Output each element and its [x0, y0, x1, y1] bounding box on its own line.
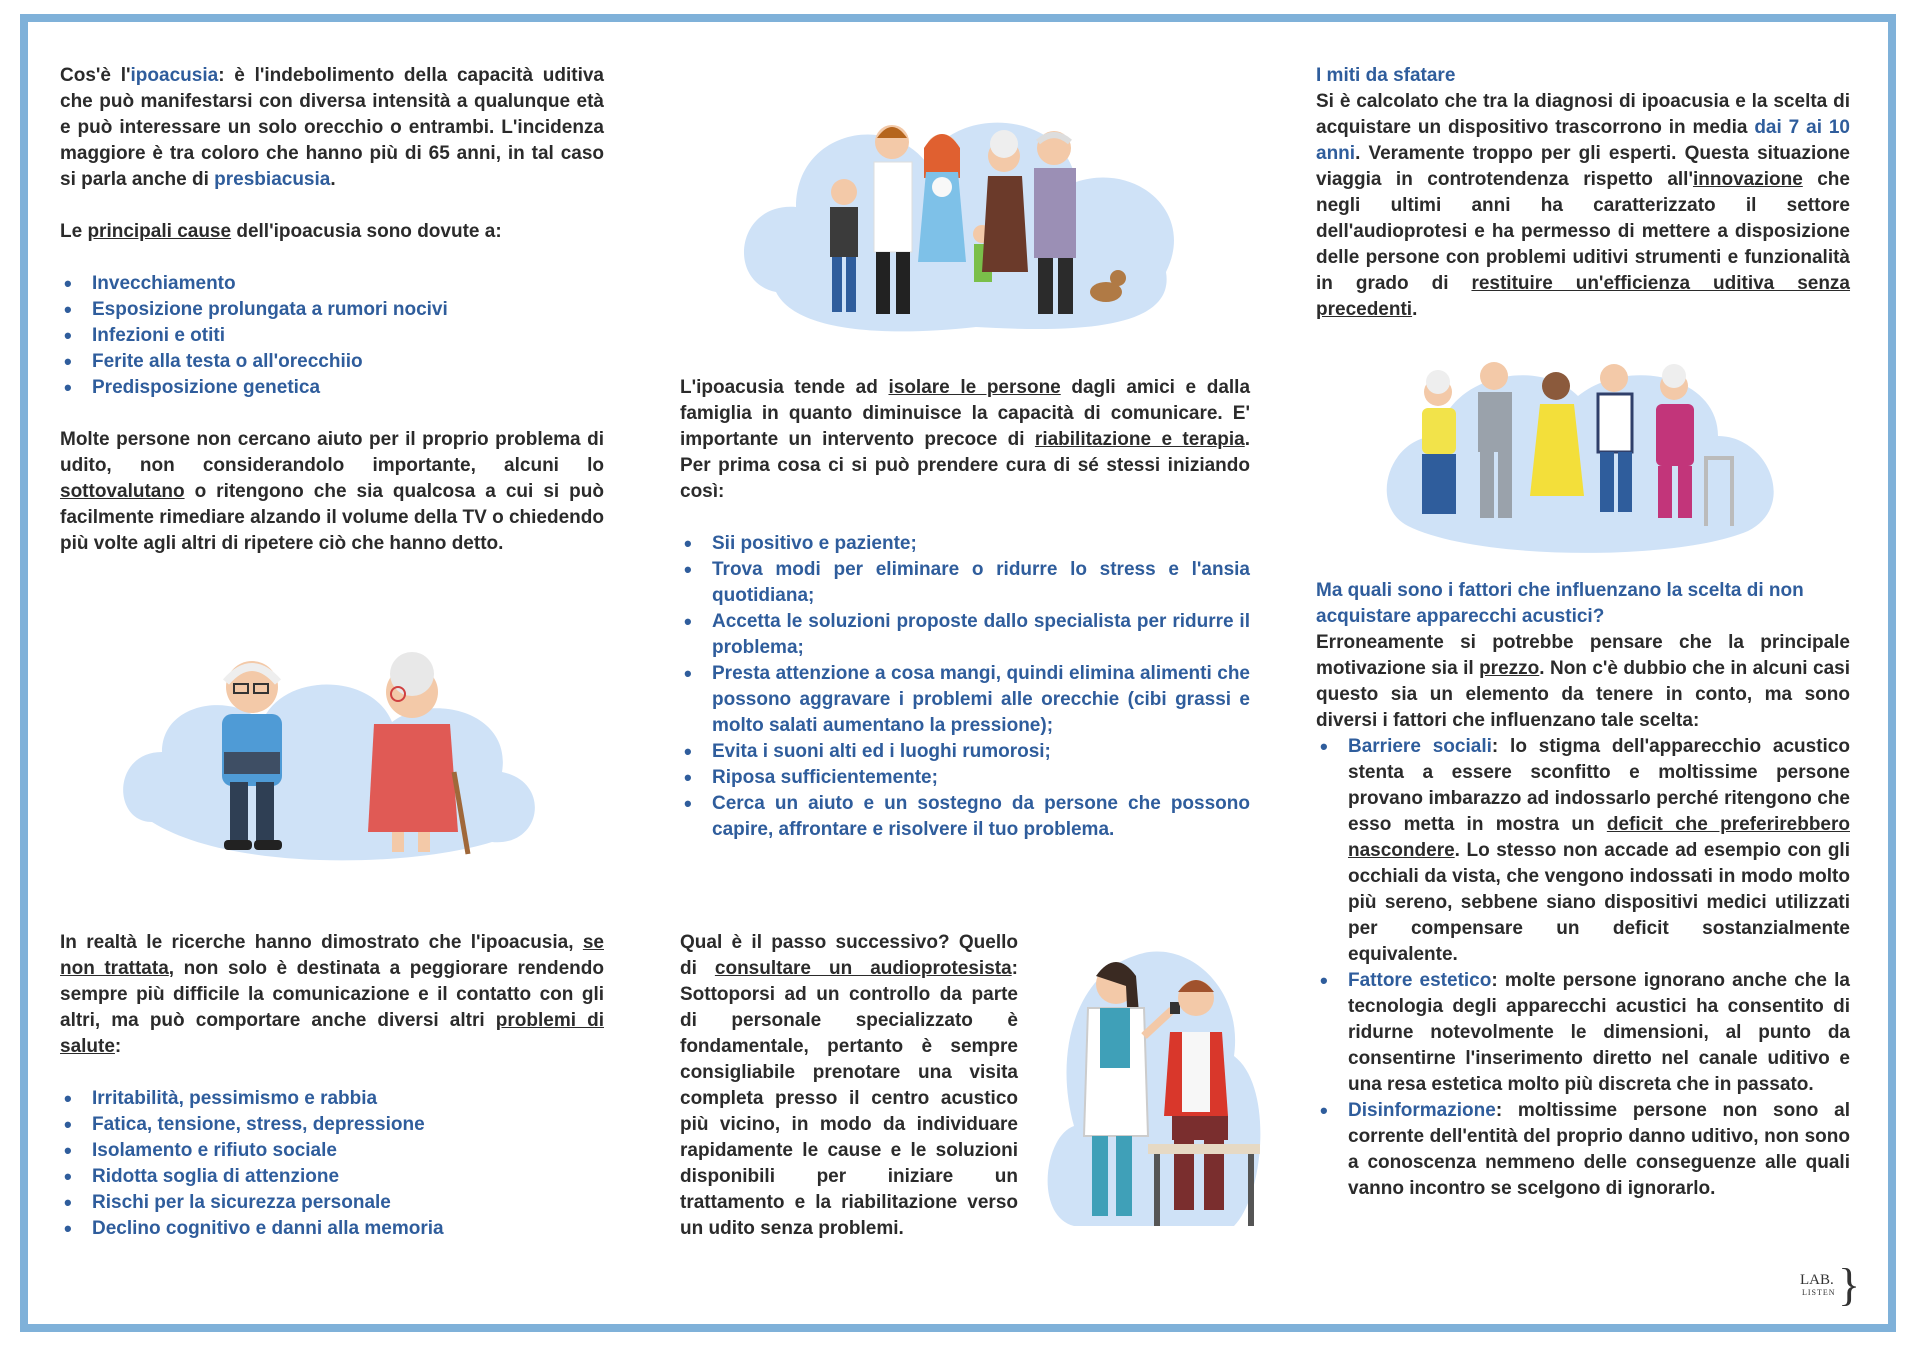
list-item: • Infezioni e otiti	[92, 323, 604, 349]
problems-list	[60, 1086, 604, 1242]
causes-lead: Le principali cause dell'ipoacusia sono dovute a:	[60, 221, 502, 242]
right-column-bottom	[1316, 578, 1850, 1202]
list-item: • Invecchiamento	[92, 271, 604, 297]
list-item: • Rischi per la sicurezza personale	[92, 1190, 604, 1216]
research-paragraph: In realtà le ricerche hanno dimostrato che l'ipoacusia, se non trattata, non solo è destinata a peggiorare rendendo sempre più difficile la comunicazione e il contatto con gli altri, ma può comportare anche diversi altri problemi di salute:	[60, 932, 604, 1057]
list-item: • Isolamento e rifiuto sociale	[92, 1138, 604, 1164]
causes-list	[60, 271, 604, 401]
isolate-paragraph: L'ipoacusia tende ad isolare le persone dagli amici e dalla famiglia in quanto diminuisce la capacità di comunicare. E' importante un intervento precoce di riabilitazione e terapia. Per prima cosa ci si può prendere cura di sé stessi iniziando così:	[680, 377, 1251, 502]
left-column-bottom	[60, 930, 604, 1242]
dancing-elders-illustration	[1378, 346, 1788, 566]
list-item: • Accetta le soluzioni proposte dallo specialista per ridurre il problema;	[712, 609, 1250, 661]
list-item: • Disinformazione: moltissime persone non sono al corrente dell'entità del proprio danno uditivo, non sono a conoscenza nemmeno delle conseguenze alle quali vanno incontro se scelgono di ignorarlo.	[1348, 1098, 1850, 1202]
factors-list	[1316, 734, 1850, 1202]
list-item: • Esposizione prolungata a rumori nocivi	[92, 297, 604, 323]
list-item: • Presta attenzione a cosa mangi, quindi elimina alimenti che possono aggravare i problemi alle orecchie (cibi grassi e molto salati aumentano la pressione);	[712, 661, 1250, 739]
intro-paragraph: Cos'è l'ipoacusia: è l'indebolimento della capacità uditiva che può manifestarsi con diversa intensità a qualunque età e può interessare un solo orecchio o entrambi. L'incidenza maggiore è tra coloro che hanno più di 65 anni, in tal caso si parla anche di presbiacusia.	[60, 65, 604, 190]
myths-title: I miti da sfatare	[1316, 65, 1456, 86]
list-item: • Predisposizione genetica	[92, 375, 604, 401]
list-item: • Sii positivo e paziente;	[712, 531, 1250, 557]
list-item: • Ferite alla testa o all'orecchiio	[92, 349, 604, 375]
next-step-paragraph: Qual è il passo successivo? Quello di consultare un audioprotesista: Sottoporsi ad un controllo da parte di personale specializzato è fondamentale, pertanto è sempre consigliabile prenotare una visita completa presso il centro acustico più vicino, in modo da individuare rapidamente le cause e le soluzioni disponibili per iniziare un trattamento e la riabilitazione verso un udito senza problemi.	[680, 932, 1018, 1239]
factors-paragraph: Erroneamente si potrebbe pensare che la principale motivazione sia il prezzo. Non c'è dubbio che in alcuni casi questo sia un elemento da tenere in conto, ma sono diversi i fattori che influenzano tale scelta:	[1316, 632, 1850, 731]
middle-column	[680, 375, 1250, 843]
middle-column-bottom	[680, 930, 1018, 1242]
list-item: • Trova modi per eliminare o ridurre lo stress e l'ansia quotidiana;	[712, 557, 1250, 609]
tips-list	[680, 531, 1250, 843]
right-column-top	[1316, 63, 1850, 323]
list-item: • Ridotta soglia di attenzione	[92, 1164, 604, 1190]
lab-listen-logo: LAB. LISTEN }	[1800, 1259, 1861, 1310]
left-column	[60, 63, 604, 557]
myths-paragraph: Si è calcolato che tra la diagnosi di ipoacusia e la scelta di acquistare un dispositivo trascorrono in media dai 7 ai 10 anni. Veramente troppo per gli esperti. Questa situazione viaggia in controtendenza rispetto all'innovazione che negli ultimi anni ha caratterizzato il settore dell'audioprotesi e ha permesso di mettere a disposizione delle persone con problemi uditivi strumenti e funzionalità in grado di restituire un'efficienza uditiva senza precedenti.	[1316, 91, 1851, 320]
list-item: • Irritabilità, pessimismo e rabbia	[92, 1086, 604, 1112]
audiologist-visit-illustration	[1044, 936, 1264, 1246]
keyword-presbiacusia: presbiacusia	[214, 169, 331, 190]
list-item: • Fatica, tensione, stress, depressione	[92, 1112, 604, 1138]
elderly-couple-illustration	[112, 632, 552, 872]
keyword-ipoacusia: ipoacusia	[130, 65, 219, 86]
list-item: • Fattore estetico: molte persone ignorano anche che la tecnologia degli apparecchi acustici ha consentito di ridurne notevolmente le dimensioni, al punto da consentirne l'inserimento diretto nel canale uditivo e una resa estetica molto più discreta che in passato.	[1348, 968, 1850, 1098]
family-illustration	[736, 92, 1186, 342]
list-item: • Riposa sufficientemente;	[712, 765, 1250, 791]
list-item: • Cerca un aiuto e un sostegno da persone che possono capire, affrontare e risolvere il tuo problema.	[712, 791, 1250, 843]
list-item: • Barriere sociali: lo stigma dell'apparecchio acustico stenta a essere sconfitto e moltissime persone provano imbarazzo ad indossarlo perché ritengono che esso metta in mostra un deficit che preferirebbero nascondere. Lo stesso non accade ad esempio con gli occhiali da vista, che vengono indossati in modo molto più sereno, sebbene siano dispositivi medici utilizzati per compensare un deficit sostanzialmente equivalente.	[1348, 734, 1850, 968]
help-paragraph: Molte persone non cercano aiuto per il proprio problema di udito, non considerandolo importante, alcuni lo sottovalutano o ritengono che sia qualcosa a cui si può facilmente rimediare alzando il volume della TV o chiedendo più volte agli altri di ripetere ciò che hanno detto.	[60, 429, 604, 554]
list-item: • Declino cognitivo e danni alla memoria	[92, 1216, 604, 1242]
factors-title: Ma quali sono i fattori che influenzano la scelta di non acquistare apparecchi acustici?	[1316, 580, 1804, 627]
list-item: • Evita i suoni alti ed i luoghi rumorosi;	[712, 739, 1250, 765]
